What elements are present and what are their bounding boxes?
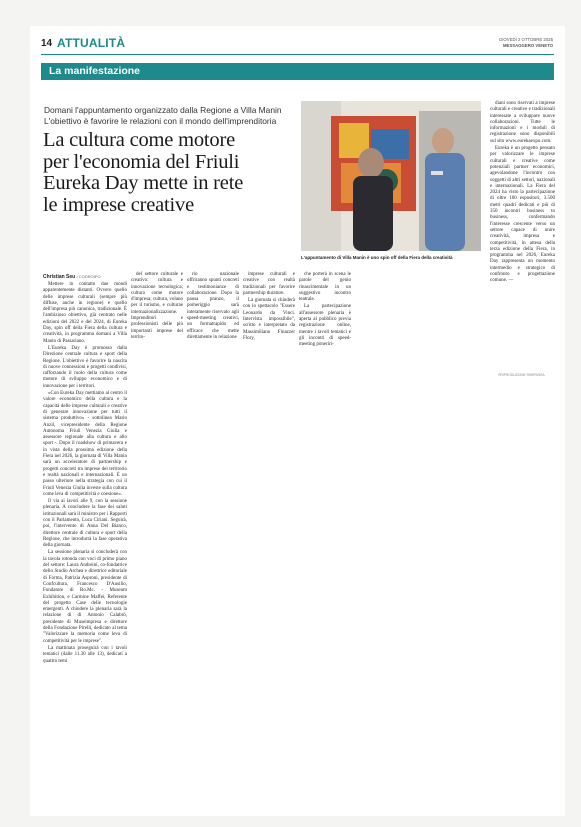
topic-label: La manifestazione (49, 65, 141, 77)
paragraph: Il via ai lavori alle 9, con la sessione plenaria. A concludere la fase dei saluti istituzionali sarà il ministro per i Rapporti con il Parlamento, Luca Ciriani. Seguirà, poi, l'intervento di Anna Del Bianco, direttore centrale di cultura e sport della Regione, che introdurrà la fase operativa della giornata. (43, 499, 127, 549)
article-photo (301, 101, 481, 251)
newspaper-page (30, 26, 565, 816)
headline-line: le imprese creative (43, 193, 195, 216)
author-name: Christian Seu (43, 274, 76, 280)
article-column-6 (490, 101, 555, 286)
headline-line: per l'economia del Friuli (43, 150, 240, 173)
paragraph: L'Eureka Day è promosso dalla Direzione centrale cultura e sport della Regione. L'obiettivo è favorire la nascita di nuove connessioni e progetti condivisi, rafforzando il ruolo della cultura come motore di sviluppo economico e di innovazione per i territori. (43, 345, 127, 389)
header-rule (41, 54, 554, 55)
paragraph: rio nazionale offriranno spunti concreti e testimonianze di collaborazione. Dopo la pausa pranzo, il pomeriggio sarà interamente riservato agli speed-meeting creativi, un formatrapido ed efficace che mette direttamente in relazione (187, 272, 239, 340)
paragraph: che porterà in scena le parole del genio rinascimentale in un suggestivo incontro teatrale. (299, 272, 351, 303)
article-kicker: Domani l'appuntamento organizzato dalla Regione a Villa Manin L'obiettivo è favorire le relazioni con il mondo dell'imprenditoria (44, 105, 282, 126)
article-column-3 (187, 272, 239, 342)
topic-band (41, 63, 554, 80)
issue-date: GIOVEDÌ 2 OTTOBRE 2025 (498, 37, 553, 42)
photo-illustration (301, 101, 481, 251)
paragraph: Eureka è un progetto pensato per valorizzare le imprese culturali e creative come potenziali partner economici, agevolandone l'incontro con soggetti di altri settori, nazionali e internazionali. La Fiera del 2024 ha visto la partecipazione di oltre 100 espositori, 3.500 metri quadri dedicati e più di 350 incontri business to business, confermando l'interesse crescente verso un settore capace di unire creatività, impresa e competitività, in attesa della terza edizione della Fiera, in programma nel 2026, Eureka Day rappresenta un momento intermedio e strategico di confronto e progettazione comune. — (490, 146, 555, 284)
paragraph: imprese culturali e creative con realtà tradizionali per favorire partnership durature. (243, 272, 295, 296)
article-column-1 (43, 282, 127, 666)
photo-caption: L'appuntamento di Villa Manin è uno spin off della Fiera della creatività (301, 255, 453, 260)
paragraph: diani sono riservati a imprese culturali e creative e tradizionali interessate a sviluppare nuove collaborazioni. Tutte le informazioni e i moduli di registrazione sono disponibili sul sito www.eurekaexpo.com. (490, 101, 555, 144)
article-headline (43, 130, 343, 216)
copyright-note: ©RIPRODUZIONE RISERVATA (498, 373, 545, 377)
page-number: 14 (41, 38, 53, 49)
article-column-4 (243, 272, 295, 343)
article-column-5 (299, 272, 351, 350)
paragraph: La sessione plenaria si concluderà con la tavola rotonda con voci di primo piano del settore: Laura Andreini, co-fondatrice dello Studio Archea e direttrice editoriale di Forma, Patrizia Asproni, presidente di Confcultura, Francesco D'Ausilio, Fondatore di Ro.Mc. - Museum Exhibition, e Carmine Maffei, Referente del progetto Case delle tecnologie emergenti. A chiudere la plenaria sarà la relazione di di Antonio Calabrò, presidente di Museimpresa e direttore della Fondazione Pirelli, dedicato al tema "Valorizzare la memoria come leva di competitività per le imprese". (43, 550, 127, 644)
masthead-info (499, 37, 553, 49)
headline-line: Eureka Day mette in rete (43, 172, 244, 194)
paragraph: La mattinata proseguirà con i tavoli tematici (dalle 11.30 alle 13), dedicati a quattro temi (43, 645, 127, 664)
article-column-2 (131, 272, 183, 342)
paragraph: Mettere in contatto due mondi apparentemente distanti. Ovvero quello delle imprese culturali (sempre più diffuse, anche in regione) e quello dell'impresa più canonica, tradizionale. È l'ambizioso obiettivo, già centrato nelle edizioni del 2022 e del 2024, di Eureka Day, spin off della Fiera della cultura e creatività, in programma domani a Villa Manin di Passariano. (43, 282, 127, 344)
dateline: / CODROIPO (76, 274, 101, 279)
paragraph: del settore culturale e creativo: cultura e innovazione tecnologica; cultura come motore d'impresa; cultura, volano per il turismo, e culturae internazionalizzazione. Imprenditori e professionisti delle più importanti imprese del territo- (131, 272, 183, 340)
headline-line: La cultura come motore (43, 129, 235, 151)
publication-name: MESSAGGERO VENETO (502, 43, 553, 48)
section-title: ATTUALITÀ (57, 36, 126, 50)
paragraph: «Con Eureka Day mettiamo al centro il valore economico della cultura e la capacità delle imprese culturali e creative di generare innovazione per tutti il sistema produttivo» - sottolinea Mario Anzil, vicepresidente della Regione Autonoma Friuli Venezia Giulia e assessore regionale alla cultura e allo sport -. Dopo il roadshow di primavera e in vista della prossima edizione della Fiera nel 2026, la giornata di Villa Manin sarà un acceleratore di partnership e progetti concreti tra imprese del territorio e realtà nazionali e internazionali. È un passo ulteriore nella strategia con cui il Friuli Venezia Giulia investe sulla cultura come leva di competitività e coesione». (43, 391, 127, 497)
paragraph: La partecipazione all'assessore plenaria è aperta al pubblico previa registrazione online, mentre i tavoli tematici e gli incontri di speed-meeting poneriri- (299, 304, 351, 348)
paragraph: La giornata si chiuderà con lo spettacolo "Essere Leonardo da Vinci. Intervista impossibile", scritto e interpretato da Massimiliano Finazzer Flory, (243, 298, 295, 341)
byline (43, 274, 101, 280)
